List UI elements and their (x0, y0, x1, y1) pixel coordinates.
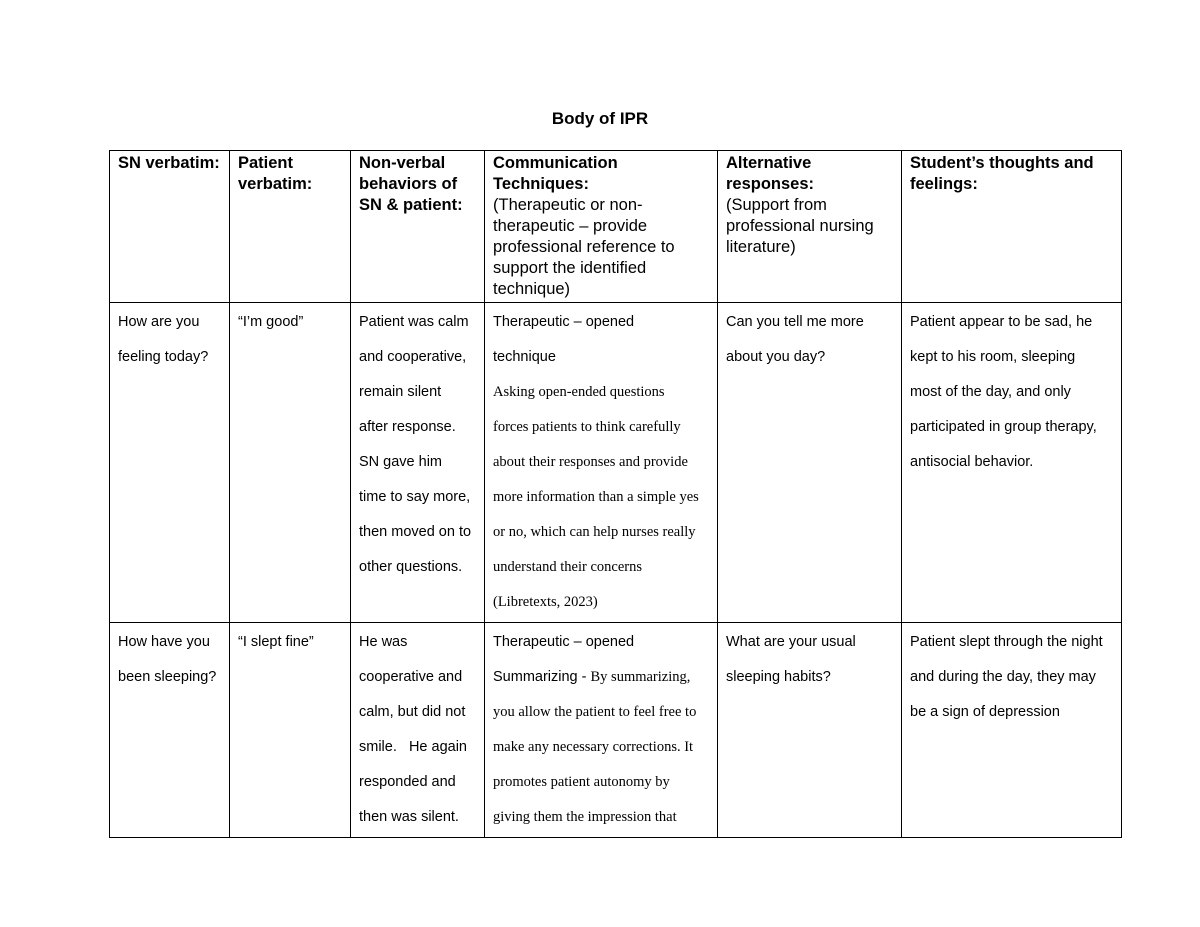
cell-communication-technique (485, 303, 718, 623)
cell-alternative-response (718, 303, 902, 623)
header-patient-verbatim (230, 151, 351, 303)
cell-text: responded and (359, 774, 456, 790)
header-label: SN verbatim: (118, 154, 220, 172)
cell-text: been sleeping? (118, 669, 217, 685)
cell-text: after response. (359, 419, 456, 435)
cell-text: “I’m good” (238, 314, 304, 330)
cell-text: antisocial behavior. (910, 454, 1034, 470)
reference-text: about their responses and provide (493, 454, 688, 470)
cell-sn-verbatim (110, 303, 230, 623)
cell-text: Patient slept through the night (910, 634, 1103, 650)
cell-text: feeling today? (118, 349, 209, 365)
header-sn-verbatim (110, 151, 230, 303)
cell-text: sleeping habits? (726, 669, 831, 685)
cell-text: “I slept fine” (238, 634, 314, 650)
cell-text: Patient appear to be sad, he (910, 314, 1093, 330)
ipr-table (109, 150, 1122, 838)
cell-text: Therapeutic – opened (493, 634, 635, 650)
reference-prefix: Summarizing - (493, 669, 591, 685)
cell-alternative-response (718, 623, 902, 838)
cell-text: remain silent (359, 384, 442, 400)
reference-line (493, 660, 709, 695)
cell-student-thoughts (902, 623, 1122, 838)
header-student-thoughts (902, 151, 1122, 303)
header-label: Patient verbatim: (238, 154, 313, 193)
cell-text: kept to his room, sleeping (910, 349, 1076, 365)
header-label: Non-verbal behaviors of SN & patient: (359, 154, 463, 214)
cell-text: Patient was calm (359, 314, 469, 330)
cell-text: cooperative and (359, 669, 463, 685)
header-label: Student’s thoughts and feelings: (910, 154, 1094, 193)
table-row (110, 623, 1122, 838)
reference-text: understand their concerns (493, 559, 642, 575)
cell-student-thoughts (902, 303, 1122, 623)
header-alternative-responses (718, 151, 902, 303)
cell-text: then was silent. (359, 809, 459, 825)
cell-text: Can you tell me more (726, 314, 864, 330)
reference-text: more information than a simple yes (493, 489, 699, 505)
cell-text: participated in group therapy, (910, 419, 1097, 435)
cell-text: SN gave him (359, 454, 443, 470)
cell-text: How are you (118, 314, 200, 330)
header-communication-techniques (485, 151, 718, 303)
reference-text: By summarizing, (590, 669, 691, 685)
cell-nonverbal (351, 623, 485, 838)
cell-communication-technique (485, 623, 718, 838)
cell-sn-verbatim (110, 623, 230, 838)
cell-text: time to say more, (359, 489, 471, 505)
cell-patient-verbatim (230, 303, 351, 623)
cell-text: then moved on to (359, 524, 472, 540)
cell-patient-verbatim (230, 623, 351, 838)
reference-text: Asking open-ended questions (493, 384, 665, 400)
header-note: (Therapeutic or non-therapeutic – provide professional reference to support the identified technique) (493, 196, 675, 298)
cell-text: and during the day, they may (910, 669, 1096, 685)
cell-nonverbal (351, 303, 485, 623)
header-nonverbal (351, 151, 485, 303)
reference-text: you allow the patient to feel free to (493, 704, 697, 720)
cell-text: about you day? (726, 349, 826, 365)
reference-text: giving them the impression that (493, 809, 677, 825)
cell-text: and cooperative, (359, 349, 467, 365)
cell-text: He was (359, 634, 408, 650)
cell-text: other questions. (359, 559, 463, 575)
cell-text: Therapeutic – opened (493, 314, 635, 330)
table-header-row (110, 151, 1122, 303)
cell-text: calm, but did not (359, 704, 466, 720)
cell-text: most of the day, and only (910, 384, 1071, 400)
cell-text: technique (493, 349, 556, 365)
header-label: Alternative responses: (726, 154, 815, 193)
reference-text: make any necessary corrections. It (493, 739, 694, 755)
header-note: (Support from professional nursing literature) (726, 196, 874, 256)
reference-text: promotes patient autonomy by (493, 774, 670, 790)
cell-text: What are your usual (726, 634, 856, 650)
table-row (110, 303, 1122, 623)
document-title: Body of IPR (551, 109, 649, 128)
reference-text: or no, which can help nurses really (493, 524, 696, 540)
cell-text: smile. He again (359, 739, 467, 755)
header-label: Communication Techniques: (493, 154, 618, 193)
reference-text: forces patients to think carefully (493, 419, 681, 435)
cell-text: be a sign of depression (910, 704, 1060, 720)
cell-text: How have you (118, 634, 210, 650)
citation-text: (Libretexts, 2023) (493, 594, 598, 610)
